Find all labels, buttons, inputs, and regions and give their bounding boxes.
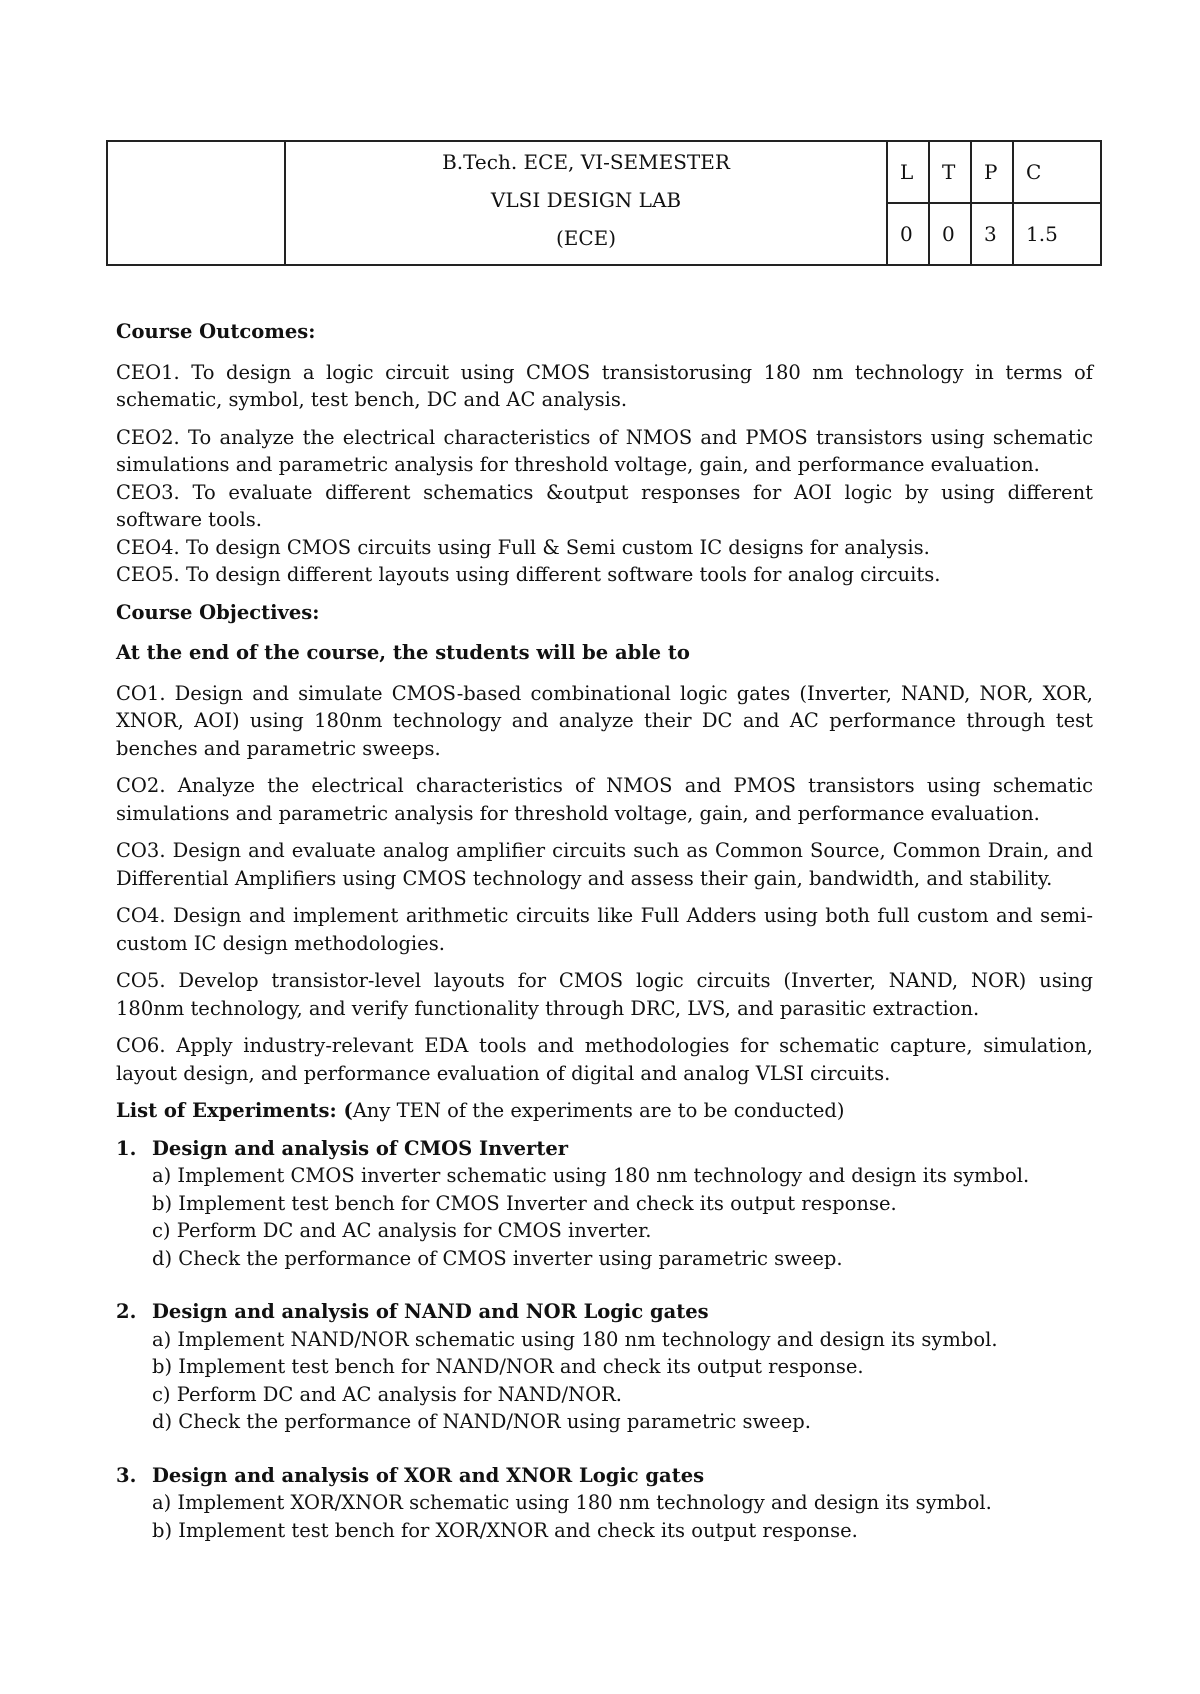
objective-item: CO5. Develop transistor-level layouts for CMOS logic circuits (Inverter, NAND, NOR) using 180nm technology, and verify functionality through DRC, LVS, and parasitic extraction. — [116, 969, 1093, 1020]
experiment-item — [116, 1298, 1093, 1436]
experiment-step: b) Implement test bench for XOR/XNOR and check its output response. — [152, 1518, 858, 1542]
objectives-subheading: At the end of the course, the students will be able to — [116, 641, 690, 664]
experiments-heading — [116, 1097, 1093, 1125]
experiment-step: a) Implement CMOS inverter schematic using 180 nm technology and design its symbol. — [152, 1164, 1030, 1187]
ltpc-label-row — [888, 142, 1100, 204]
experiment-step: b) Implement test bench for CMOS Inverter and check its output response. — [152, 1191, 897, 1215]
experiment-title-text: Design and analysis of CMOS Inverter — [152, 1136, 569, 1160]
outcome-item: CEO5. To design different layouts using different software tools for analog circuits. — [116, 563, 941, 586]
experiment-title — [116, 1462, 1093, 1490]
document-body — [116, 318, 1093, 1570]
experiment-title — [116, 1298, 1093, 1326]
outcome-item: CEO4. To design CMOS circuits using Full & Semi custom IC designs for analysis. — [116, 535, 930, 559]
experiment-step: c) Perform DC and AC analysis for NAND/NOR. — [152, 1382, 622, 1406]
ltpc-value-c: 1.5 — [1026, 221, 1058, 246]
experiments-heading-note: Any TEN of the experiments are to be conducted) — [352, 1099, 845, 1122]
header-title-cell — [286, 142, 888, 264]
objective-item: CO6. Apply industry-relevant EDA tools and methodologies for schematic capture, simulation, layout design, and performance evaluation of digital and analog VLSI circuits. — [116, 1034, 1093, 1085]
ltpc-label-p: P — [972, 142, 1014, 202]
objectives-heading: Course Objectives: — [116, 600, 320, 624]
experiment-step: d) Check the performance of NAND/NOR using parametric sweep. — [152, 1410, 811, 1433]
experiment-step: a) Implement XOR/XNOR schematic using 180 nm technology and design its symbol. — [152, 1491, 992, 1514]
outcome-item: CEO1. To design a logic circuit using CMOS transistorusing 180 nm technology in terms of schematic, symbol, test bench, DC and AC analysis. — [116, 360, 1093, 411]
ltpc-value-l: 0 — [888, 203, 930, 264]
outcomes-heading: Course Outcomes: — [116, 320, 316, 343]
experiment-step: d) Check the performance of CMOS inverter using parametric sweep. — [152, 1246, 843, 1270]
objective-item: CO3. Design and evaluate analog amplifier circuits such as Common Source, Common Drain, and Differential Amplifiers using CMOS technology and assess their gain, bandwidth, and stability. — [116, 839, 1093, 890]
ltpc-label-t: T — [930, 142, 972, 202]
semester-label: B.Tech. ECE, VI-SEMESTER — [442, 150, 730, 174]
experiment-item — [116, 1135, 1093, 1273]
experiment-title-text: Design and analysis of XOR and XNOR Logic gates — [152, 1463, 705, 1487]
ltpc-value-row — [888, 203, 1100, 264]
header-blank-cell — [108, 142, 286, 264]
experiment-title-text: Design and analysis of NAND and NOR Logic gates — [152, 1300, 709, 1323]
experiment-step: c) Perform DC and AC analysis for CMOS inverter. — [152, 1219, 652, 1242]
experiment-step: a) Implement NAND/NOR schematic using 180 nm technology and design its symbol. — [152, 1327, 998, 1351]
experiment-number: 2. — [116, 1300, 137, 1323]
experiment-title — [116, 1135, 1093, 1163]
ltpc-value-p: 3 — [972, 203, 1014, 264]
experiment-step: b) Implement test bench for NAND/NOR and check its output response. — [152, 1355, 864, 1378]
outcome-item: CEO2. To analyze the electrical characteristics of NMOS and PMOS transistors using schematic simulations and parametric analysis for threshold voltage, gain, and performance evaluation. — [116, 425, 1093, 476]
course-title: VLSI DESIGN LAB — [490, 188, 682, 212]
ltpc-grid — [888, 142, 1100, 264]
outcome-item: CEO3. To evaluate different schematics &output responses for AOI logic by using different software tools. — [116, 480, 1093, 531]
experiment-item — [116, 1462, 1093, 1545]
experiment-number: 1. — [116, 1136, 137, 1160]
objective-item: CO2. Analyze the electrical characteristics of NMOS and PMOS transistors using schematic simulations and parametric analysis for threshold voltage, gain, and performance evaluation. — [116, 774, 1093, 825]
ltpc-label-l: L — [888, 142, 930, 202]
ltpc-value-t: 0 — [930, 203, 972, 264]
objective-item: CO1. Design and simulate CMOS-based combinational logic gates (Inverter, NAND, NOR, XOR, XNOR, AOI) using 180nm technology and analyze their DC and AC performance through test benches and parametric sweeps. — [116, 681, 1093, 760]
objective-item: CO4. Design and implement arithmetic circuits like Full Adders using both full custom and semi-custom IC design methodologies. — [116, 904, 1093, 955]
experiment-number: 3. — [116, 1463, 137, 1487]
department-label: (ECE) — [555, 226, 617, 250]
ltpc-label-c: C — [1026, 160, 1042, 184]
experiments-heading-bold: List of Experiments: ( — [116, 1099, 353, 1122]
course-header-table — [106, 140, 1102, 266]
